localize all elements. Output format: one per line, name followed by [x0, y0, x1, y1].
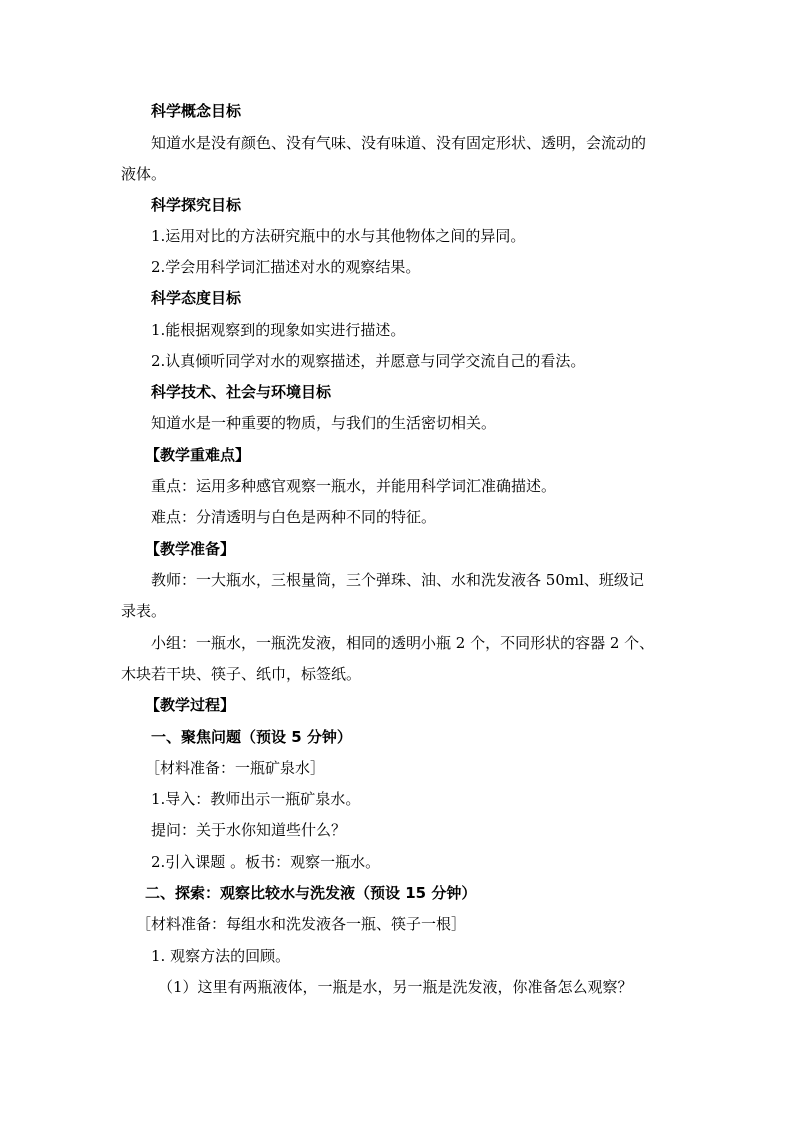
paragraph-line: 1.能根据观察到的现象如实进行描述。: [151, 321, 406, 339]
heading-preparation: 【教学准备】: [145, 540, 236, 558]
paragraph-line: 1. 观察方法的回顾。: [151, 947, 291, 965]
paragraph-line: 2.引入课题 。板书：观察一瓶水。: [151, 853, 381, 871]
heading-science-inquiry-goal: 科学探究目标: [151, 196, 242, 214]
paragraph-line: 2.认真倾听同学对水的观察描述，并愿意与同学交流自己的看法。: [151, 352, 586, 370]
paragraph-line: 1.运用对比的方法研究瓶中的水与其他物体之间的异同。: [151, 227, 526, 245]
heading-teaching-process: 【教学过程】: [145, 696, 236, 714]
paragraph-line: ［材料准备：每组水和洗发液各一瓶、筷子一根］: [136, 915, 467, 933]
paragraph-line: 提问：关于水你知道些什么？: [151, 821, 347, 839]
heading-section-two: 二、探索：观察比较水与洗发液（预设 15 分钟）: [145, 884, 477, 902]
heading-science-attitude-goal: 科学态度目标: [151, 289, 242, 307]
paragraph-line: 液体。: [121, 165, 167, 183]
paragraph-line: 知道水是没有颜色、没有气味、没有味道、没有固定形状、透明，会流动的: [151, 134, 647, 152]
heading-science-concept-goal: 科学概念目标: [151, 102, 242, 120]
paragraph-line: 教师：一大瓶水，三根量筒，三个弹珠、油、水和洗发液各 50ml、班级记: [151, 571, 644, 589]
paragraph-line: （1）这里有两瓶液体，一瓶是水，另一瓶是洗发液，你准备怎么观察？: [158, 978, 633, 996]
paragraph-line: 小组：一瓶水，一瓶洗发液，相同的透明小瓶 2 个，不同形状的容器 2 个、: [151, 634, 655, 652]
paragraph-line: 难点：分清透明与白色是两种不同的特征。: [151, 508, 437, 526]
paragraph-line: 知道水是一种重要的物质，与我们的生活密切相关。: [151, 414, 497, 432]
heading-key-points: 【教学重难点】: [145, 446, 251, 464]
paragraph-line: ［材料准备：一瓶矿泉水］: [145, 759, 326, 777]
paragraph-line: 重点：运用多种感官观察一瓶水，并能用科学词汇准确描述。: [151, 477, 557, 495]
heading-sts-goal: 科学技术、社会与环境目标: [151, 383, 332, 401]
paragraph-line: 2.学会用科学词汇描述对水的观察结果。: [151, 258, 421, 276]
heading-section-one: 一、聚焦问题（预设 5 分钟）: [151, 728, 352, 746]
paragraph-line: 1.导入：教师出示一瓶矿泉水。: [151, 790, 361, 808]
paragraph-line: 木块若干块、筷子、纸巾，标签纸。: [121, 665, 362, 683]
paragraph-line: 录表。: [121, 602, 167, 620]
